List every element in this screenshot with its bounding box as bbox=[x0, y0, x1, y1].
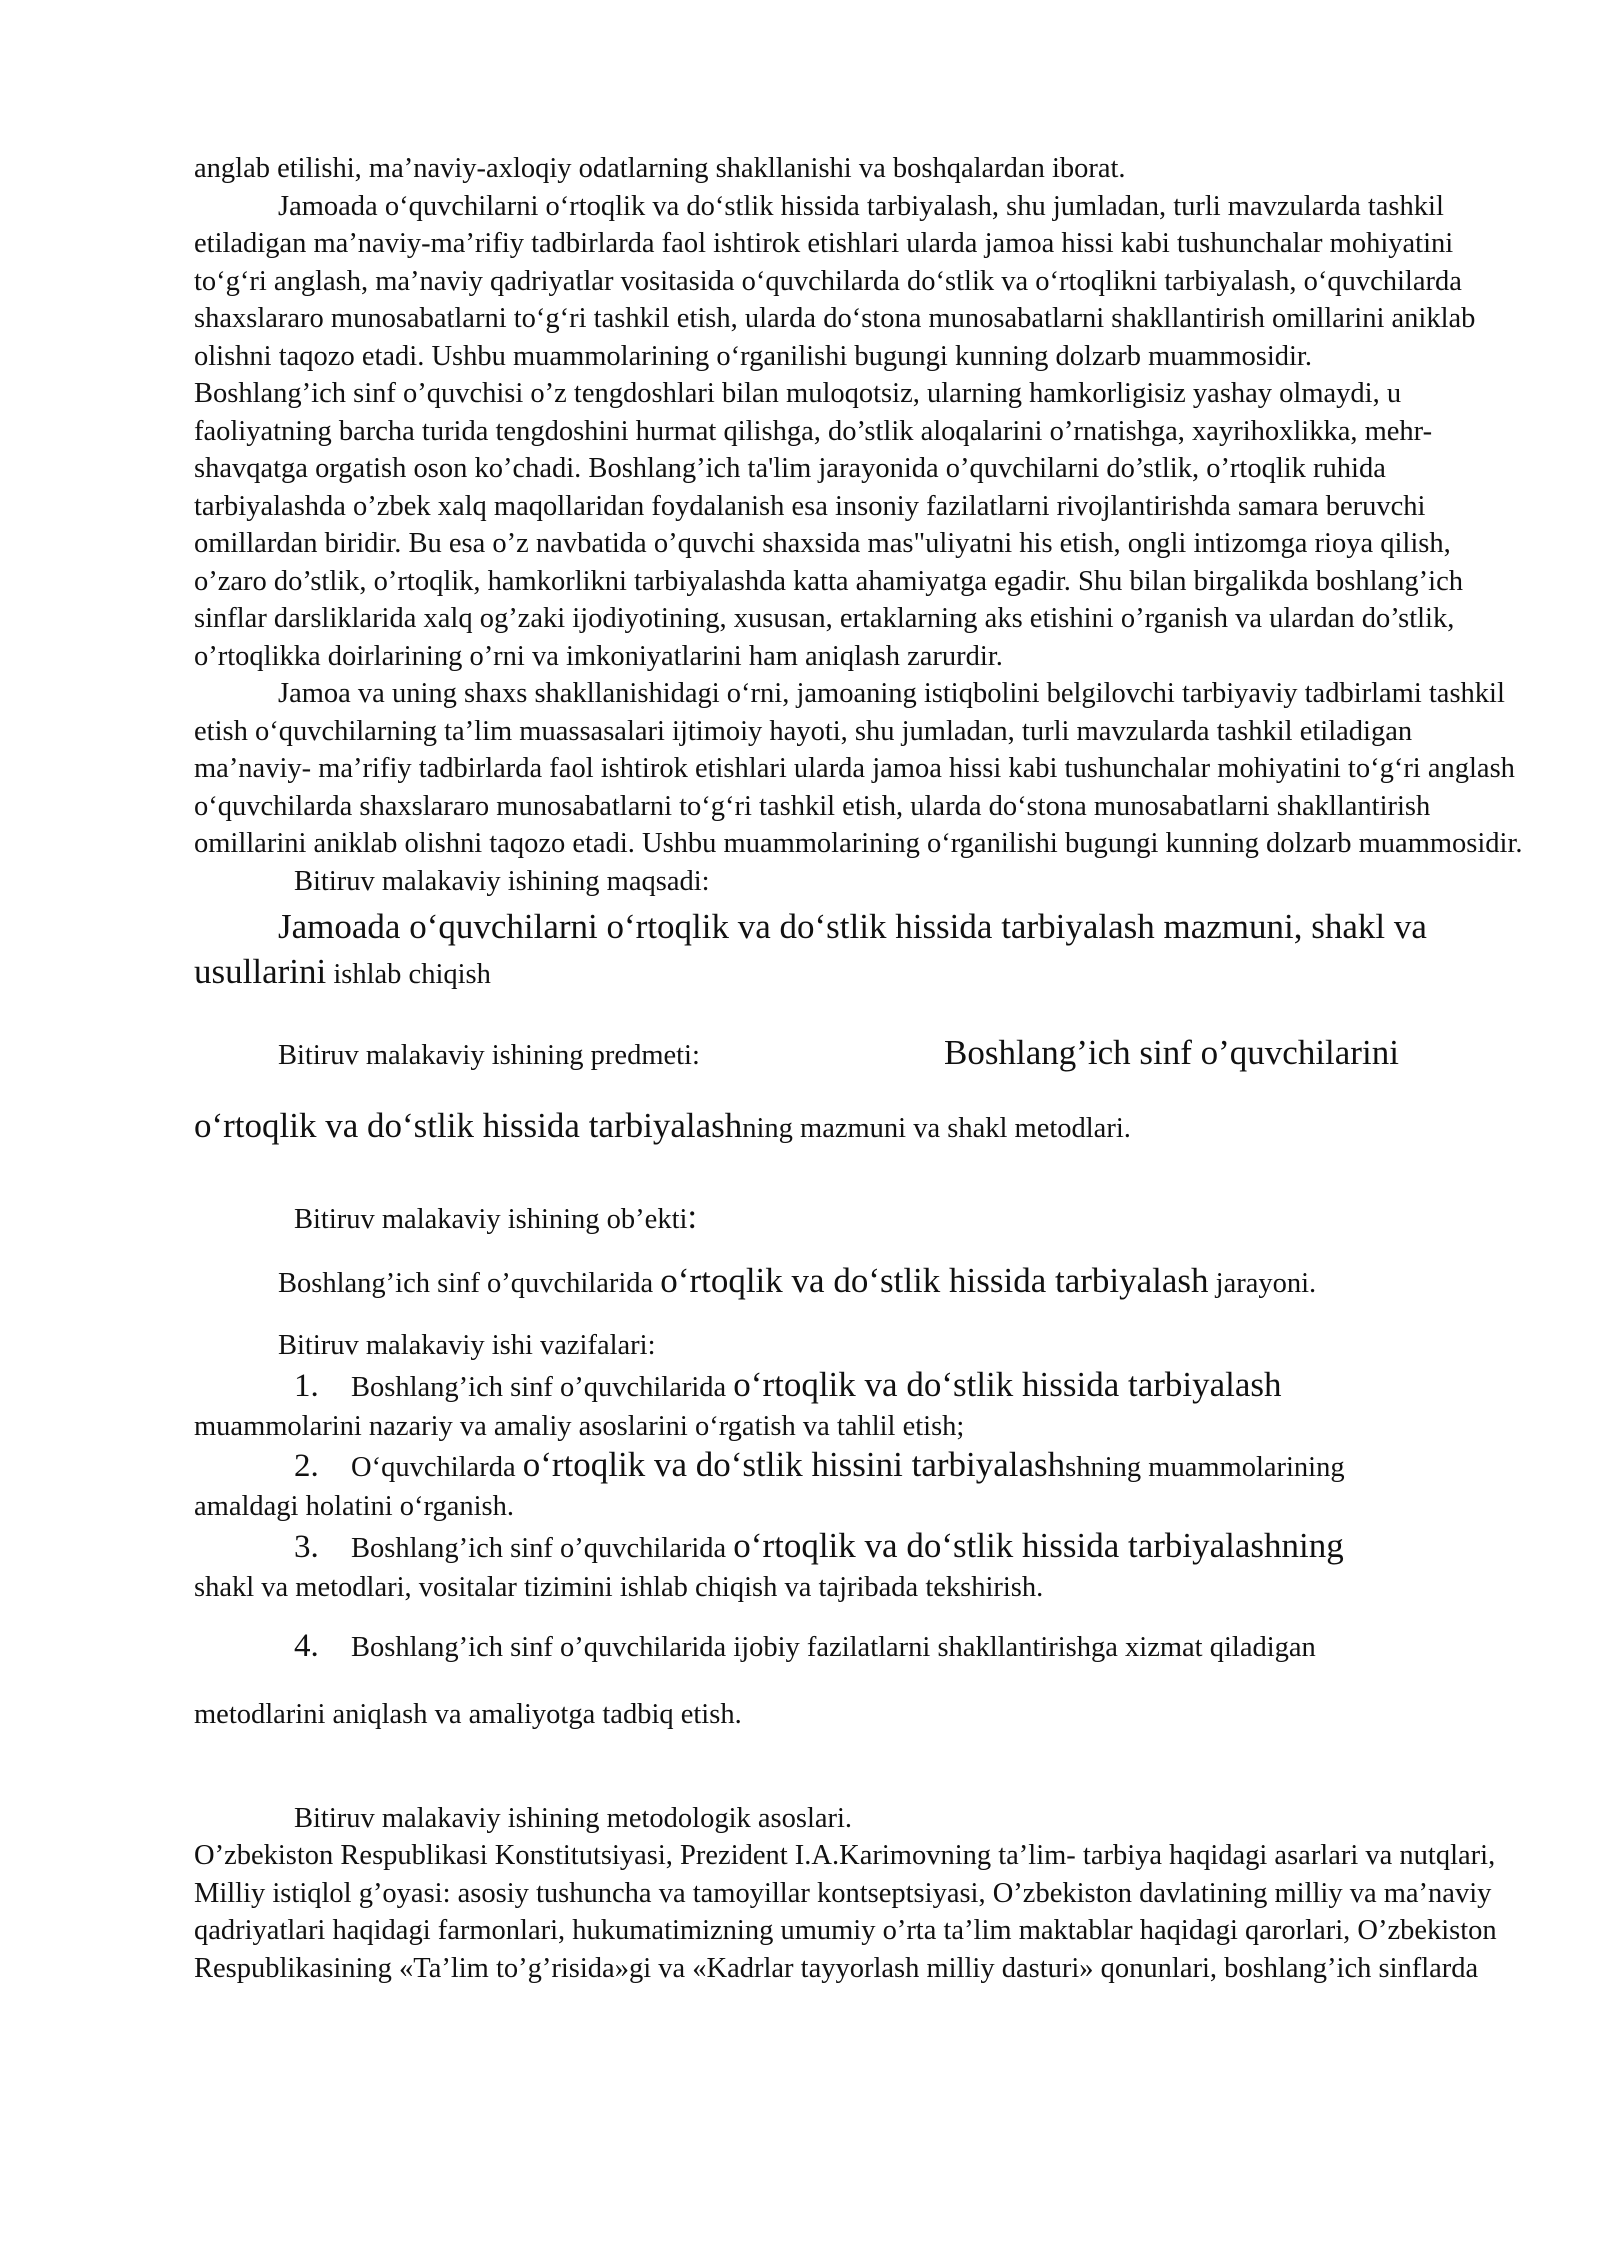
paragraph-collective-role: Jamoa va uning shaxs shakllanishidagi o‘rni, jamoaning istiqbolini belgilovchi tarbiyaviy tadbirlami tashkil etish o‘quvchilarning ta’lim muassasalari ijtimoiy hayoti, shu jumladan, turli mavzularda tashkil etiladigan ma’naviy- ma’rifiy tadbirlarda faol ishtirok etishlari ularda jamoa hissi kabi tushunchalar mohiyatini to‘g‘ri anglash o‘quvchilarda shaxslararo munosabatlarni to‘g‘ri tashkil etish, ularda do‘stona munosabatlarni shakllantirish omillarini aniklab olishni taqozo etadi. Ushbu muammolarining o‘rganilishi bugungi kunning dolzarb muammosidir. bbox=[194, 678, 1523, 859]
task-text-main: o‘rtoqlik va do‘stlik hissida tarbiyalashning bbox=[733, 1525, 1344, 1565]
task-item-3 bbox=[194, 1526, 1524, 1569]
object-label: Bitiruv malakaviy ishining ob’ekti bbox=[294, 1203, 688, 1235]
tasks-label: Bitiruv malakaviy ishi vazifalari: bbox=[278, 1330, 656, 1361]
document-page bbox=[194, 150, 1524, 1987]
goal-text bbox=[194, 906, 1524, 996]
task-item-2 bbox=[194, 1445, 1524, 1488]
object-text-tail: jarayoni. bbox=[1208, 1268, 1317, 1299]
subject-text-tail: ning mazmuni va shakl metodlari. bbox=[742, 1112, 1131, 1144]
task-item-3-rest: shakl va metodlari, vositalar tizimini ishlab chiqish va tajribada tekshirish. bbox=[194, 1571, 1044, 1603]
goal-text-main: Jamoada o‘quvchilarni o‘rtoqlik va do‘stlik hissida tarbiyalash mazmuni, shakl va usullarini bbox=[194, 907, 1427, 991]
method-label: Bitiruv malakaviy ishining metodologik asoslari. bbox=[294, 1802, 853, 1834]
task-text-main: o‘rtoqlik va do‘stlik hissini tarbiyalash bbox=[522, 1445, 1066, 1484]
object-text-start: Boshlang’ich sinf o’quvchilarida bbox=[278, 1268, 661, 1299]
task-number: 2. bbox=[294, 1448, 319, 1484]
object-text-main: o‘rtoqlik va do‘stlik hissida tarbiyalash bbox=[660, 1261, 1209, 1300]
task-item-4-rest: metodlarini aniqlash va amaliyotga tadbiq etish. bbox=[194, 1699, 742, 1730]
task-text-start: O‘quvchilarda bbox=[351, 1452, 523, 1483]
task-item-1 bbox=[194, 1365, 1524, 1408]
object-colon: : bbox=[687, 1196, 698, 1236]
task-item-4 bbox=[194, 1626, 1524, 1668]
task-text-main: o‘rtoqlik va do‘stlik hissida tarbiyalash bbox=[733, 1364, 1282, 1404]
task-number: 4. bbox=[294, 1628, 319, 1664]
subject-line bbox=[194, 1034, 1524, 1075]
paragraph-collective-upbringing: Jamoada o‘quvchilarni o‘rtoqlik va do‘stlik hissida tarbiyalash, shu jumladan, turli mavzularda tashkil etiladigan ma’naviy-ma’rifiy tadbirlarda faol ishtirok etishlari ularda jamoa hissi kabi tushunchalar mohiyatini to‘g‘ri anglash, ma’naviy qadriyatlar vositasida o‘quvchilarda do‘stlik va o‘rtoqlikni tarbiyalash, o‘quvchilarda shaxslararo munosabatlarni to‘g‘ri tashkil etish, ularda do‘stona munosabatlarni shakllantirish omillarini aniklab olishni taqozo etadi. Ushbu muammolarining o‘rganilishi bugungi kunning dolzarb muammosidir. bbox=[194, 190, 1476, 372]
subject-text bbox=[194, 1105, 1524, 1150]
object-text bbox=[194, 1260, 1524, 1305]
goal-label: Bitiruv malakaviy ishining maqsadi: bbox=[294, 865, 710, 897]
paragraph-continuation: anglab etilishi, ma’naviy-axloqiy odatlarning shakllanishi va boshqalardan iborat. bbox=[194, 153, 1126, 184]
goal-text-tail: ishlab chiqish bbox=[326, 959, 491, 990]
task-text-start: Boshlang’ich sinf o’quvchilarida bbox=[351, 1532, 734, 1564]
task-item-1-rest: muammolarini nazariy va amaliy asoslarini o‘rgatish va tahlil etish; bbox=[194, 1410, 965, 1442]
object-label-line bbox=[194, 1198, 1524, 1239]
task-number: 1. bbox=[294, 1367, 319, 1404]
task-text-start: Boshlang’ich sinf o’quvchilarida ijobiy fazilatlarni shakllantirishga xizmat qiladigan bbox=[351, 1632, 1316, 1663]
subject-label: Bitiruv malakaviy ishining predmeti: bbox=[278, 1040, 700, 1071]
method-text: O’zbekiston Respublikasi Konstitutsiyasi, Prezident I.A.Karimovning ta’lim- tarbiya haqidagi asarlari va nutqlari, Milliy istiqlol g’oyasi: asosiy tushuncha va tamoyillar kontseptsiyasi, O’zbekiston davlatining milliy va ma’naviy qadriyatlari haqidagi farmonlari, hukumatimizning umumiy o’rta ta’lim maktablar haqidagi qarorlari, O’zbekiston Respublikasining «Ta’lim to’g’risida»gi va «Kadrlar tayyorlash milliy dasturi» qonunlari, boshlang’ich sinflarda bbox=[194, 1840, 1497, 1984]
task-text-start: Boshlang’ich sinf o’quvchilarida bbox=[351, 1371, 734, 1403]
task-number: 3. bbox=[294, 1528, 319, 1565]
paragraph-primary-pupil: Boshlang’ich sinf o’quvchisi o’z tengdoshlari bilan muloqotsiz, ularning hamkorligisiz yashay olmaydi, u faoliyatning barcha turida tengdoshini hurmat qilishga, do’stlik aloqalarini o’rnatishga, xayrihoxlikka, mehr-shavqatga orgatish oson ko’chadi. Boshlang’ich ta'lim jarayonida o’quvchilarni do’stlik, o’rtoqlik ruhida tarbiyalashda o’zbek xalq maqollaridan foydalanish esa insoniy fazilatlarni rivojlantirishda samara beruvchi omillardan biridir. Bu esa o’z navbatida o’quvchi shaxsida mas"uliyatni his etish, ongli intizomga rioya qilish, o’zaro do’stlik, o’rtoqlik, hamkorlikni tarbiyalashda katta ahamiyatga egadir. Shu bilan birgalikda boshlang’ich sinflar darsliklarida xalq og’zaki ijodiyotining, xususan, ertaklarning aks etishini o’rganish va ulardan do’stlik, o’rtoqlikka doirlarining o’rni va imkoniyatlarini ham aniqlash zarurdir. bbox=[194, 378, 1463, 672]
subject-text-first: Boshlang’ich sinf o’quvchilarini bbox=[944, 1033, 1399, 1072]
subject-text-main: o‘rtoqlik va do‘stlik hissida tarbiyalash bbox=[194, 1105, 743, 1145]
task-text-inline: shning muammolarining bbox=[1065, 1452, 1345, 1483]
task-item-2-rest: amaldagi holatini o‘rganish. bbox=[194, 1491, 515, 1522]
